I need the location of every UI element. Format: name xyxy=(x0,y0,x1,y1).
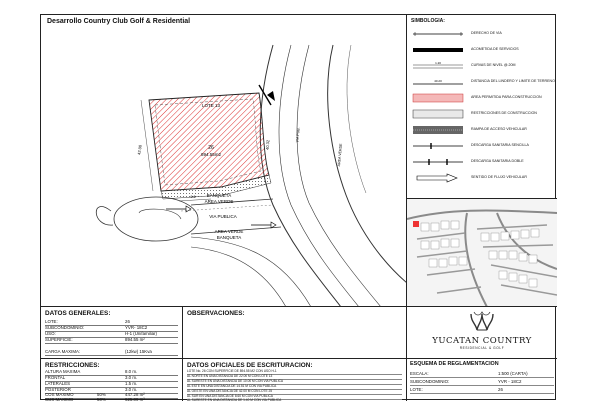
legend-label: RESTRICCIONES DE CONSTRUCCION xyxy=(471,111,537,115)
legend-panel xyxy=(407,15,557,199)
legend-title: SIMBOLOGIA: xyxy=(411,18,445,24)
road-label-left: VIA PUB. xyxy=(295,127,301,143)
row-key: CUS MAXIMO xyxy=(45,397,74,402)
dim-bottom: 9.6 xyxy=(190,195,196,199)
general-data-title: DATOS GENERALES: xyxy=(45,310,111,317)
general-data-panel xyxy=(41,307,183,359)
key-map xyxy=(407,199,557,307)
service-connection-symbol xyxy=(411,45,465,55)
row-value: YVR - 18C2 xyxy=(498,379,522,384)
arrow-right-icon xyxy=(411,173,465,183)
deed-line: AL SUR EN UNA DISTANCIA DE 8.60 M CON VIA PUBLICA xyxy=(187,394,402,400)
buildable-area-symbol xyxy=(411,93,465,103)
selected-lot-marker xyxy=(413,221,419,227)
observations-title: OBSERVACIONES: xyxy=(187,310,245,317)
row-value: H-1 (Unifamiliar) xyxy=(125,331,157,336)
boundary-distance-symbol xyxy=(411,77,465,87)
site-plan-drawing xyxy=(41,15,407,307)
row-value: 1.5 m. xyxy=(125,381,138,386)
dim-left: 42.00 xyxy=(136,144,143,156)
row-value: 447.28 m² xyxy=(125,392,145,397)
key-map-drawing xyxy=(407,199,557,307)
legend-label: SENTIDO DE FLUJO VEHICULAR xyxy=(471,175,527,179)
deed-line: LOTE No. 26 CON SUPERFICIE DE 894.55 M2 CON USO H-1 xyxy=(187,369,402,375)
restriction-row xyxy=(45,397,178,403)
single-drain-symbol xyxy=(411,141,465,151)
scheme-row xyxy=(410,371,554,378)
row-key: SUBCONDOMINIO: xyxy=(410,379,450,384)
page-title: Desarrollo Country Club Golf & Residential xyxy=(47,18,191,25)
legend-label: CURVAS DE NIVEL @.20M xyxy=(471,63,516,67)
restrictions-panel xyxy=(41,359,183,401)
legend-item-restrictions xyxy=(411,109,555,121)
banqueta-top: BANQUETA xyxy=(206,193,232,198)
scheme-row xyxy=(410,387,554,394)
row-value: 1:500 (CARTA) xyxy=(498,371,528,376)
legend-label: ACOMETIDA DE SERVICIOS xyxy=(471,47,519,51)
row-key: POSTERIOR xyxy=(45,387,71,392)
legend-item-single-drain xyxy=(411,141,555,153)
row-key: FRONTAL xyxy=(45,375,66,380)
deed-line: AL ESTE EN UNA DISTANCIA DE 14.51 M CON VIA PUBLICA xyxy=(187,384,402,390)
deed-line: AL SURESTE EN UNA DISTANCIA DE 10.00 M CON VIA PUBLICA xyxy=(187,379,402,385)
area-verde-bottom: AREA VERDE xyxy=(214,229,244,234)
contour-symbol xyxy=(411,61,465,71)
scheme-panel xyxy=(407,359,557,401)
banqueta-bottom: BANQUETA xyxy=(216,235,242,240)
deed-data-title: DATOS OFICIALES DE ESCRITURACION: xyxy=(187,362,313,369)
row-value: 3.0 m. xyxy=(125,375,138,380)
restrictions-title: RESTRICCIONES: xyxy=(45,362,100,369)
legend-label: RAMPA DE ACCESO VEHICULAR xyxy=(471,127,527,131)
logo-panel xyxy=(407,307,557,359)
right-of-way-symbol xyxy=(411,29,465,39)
via-publica-label: VIA PUBLICA xyxy=(209,214,237,219)
legend-label: AREA PERMITIDA PARA CONSTRUCCION xyxy=(471,95,542,99)
yucatan-country-logo-icon xyxy=(468,310,496,334)
legend-label: DESCARGA SANITARIA DOBLE xyxy=(471,159,524,163)
row-key: USO: xyxy=(45,331,56,336)
deed-line: AL OESTE EN UNA DISTANCIA DE 42.00 M CON LOTE 25 xyxy=(187,389,402,395)
area-verde-top: AREA VERDE xyxy=(204,199,234,204)
row-value: YVR- 18C2 xyxy=(125,325,148,330)
row-percent: 50% xyxy=(97,392,106,397)
deed-line: AL NORTE EN UNA DISTANCIA DE 22.00 M CON LOTE 13 xyxy=(187,374,402,380)
distance-sample: 40.20 xyxy=(434,79,442,83)
row-key: CARGA MAXIMA: xyxy=(45,349,81,354)
lot-13-label: LOTE 13 xyxy=(201,103,221,108)
legend-item-right-of-way xyxy=(411,29,555,41)
row-value: 8.0 m. xyxy=(125,369,138,374)
row-key: LOTE: xyxy=(410,387,423,392)
row-key: LOTE: xyxy=(45,319,58,324)
legend-item-contours xyxy=(411,61,555,73)
contour-sample: 1.20 xyxy=(435,61,441,65)
scheme-title: ESQUEMA DE REGLAMENTACION xyxy=(410,361,499,367)
legend-label: DISTANCIA DEL LINDERO Y LIMITE DE TERRENO xyxy=(471,79,555,83)
legend-item-traffic-flow xyxy=(411,173,555,185)
legend-item-ramp xyxy=(411,125,555,137)
row-value: 26 xyxy=(125,319,130,324)
double-drain-symbol xyxy=(411,157,465,167)
plan-sheet xyxy=(40,14,556,400)
row-key: COS MAXIMO xyxy=(45,392,74,397)
legend-item-double-drain xyxy=(411,157,555,169)
legend-item-buildable-area xyxy=(411,93,555,105)
general-row xyxy=(45,337,178,344)
legend-label: DESCARGA SANITARIA SENCILLA xyxy=(471,143,529,147)
row-value: 26 xyxy=(498,387,503,392)
row-key: SUPERFICIE: xyxy=(45,337,73,342)
lot-number: 26 xyxy=(208,145,214,151)
site-plan xyxy=(41,15,407,307)
deed-data-panel xyxy=(183,359,407,401)
restrictions-symbol xyxy=(411,109,465,119)
row-value: (12kw) 15Kva xyxy=(125,349,152,354)
row-key: SUBCONDOMINIO: xyxy=(45,325,85,330)
row-key: ESCALA: xyxy=(410,371,429,376)
lot-area: 894.55m2 xyxy=(200,152,222,157)
legend-item-service-connection xyxy=(411,45,555,57)
road-label-right: AREA VERDE xyxy=(337,143,343,167)
row-value: 625.09 m² xyxy=(125,397,145,402)
logo-tagline: RESIDENCIAL & GOLF xyxy=(459,346,505,350)
scheme-row xyxy=(410,379,554,386)
observations-panel xyxy=(183,307,407,359)
legend-item-boundary-distance xyxy=(411,77,555,89)
general-row xyxy=(45,349,178,356)
row-key: LATERALES xyxy=(45,381,71,386)
ramp-symbol xyxy=(411,125,465,135)
row-percent: 50% xyxy=(97,397,106,402)
dim-right: 40.32 xyxy=(264,139,271,151)
row-key: ALTURA MAXIMA xyxy=(45,369,81,374)
deed-line: AL SURESTE EN UNA DISTANCIA DE 1.40 M CON VIA PUBLICA xyxy=(187,398,282,401)
legend-label: DERECHO DE VIA xyxy=(471,31,502,35)
row-value: 894.55 m² xyxy=(125,337,145,342)
row-value: 3.0 m. xyxy=(125,387,138,392)
logo-name: YUCATAN COUNTRY xyxy=(432,336,532,346)
